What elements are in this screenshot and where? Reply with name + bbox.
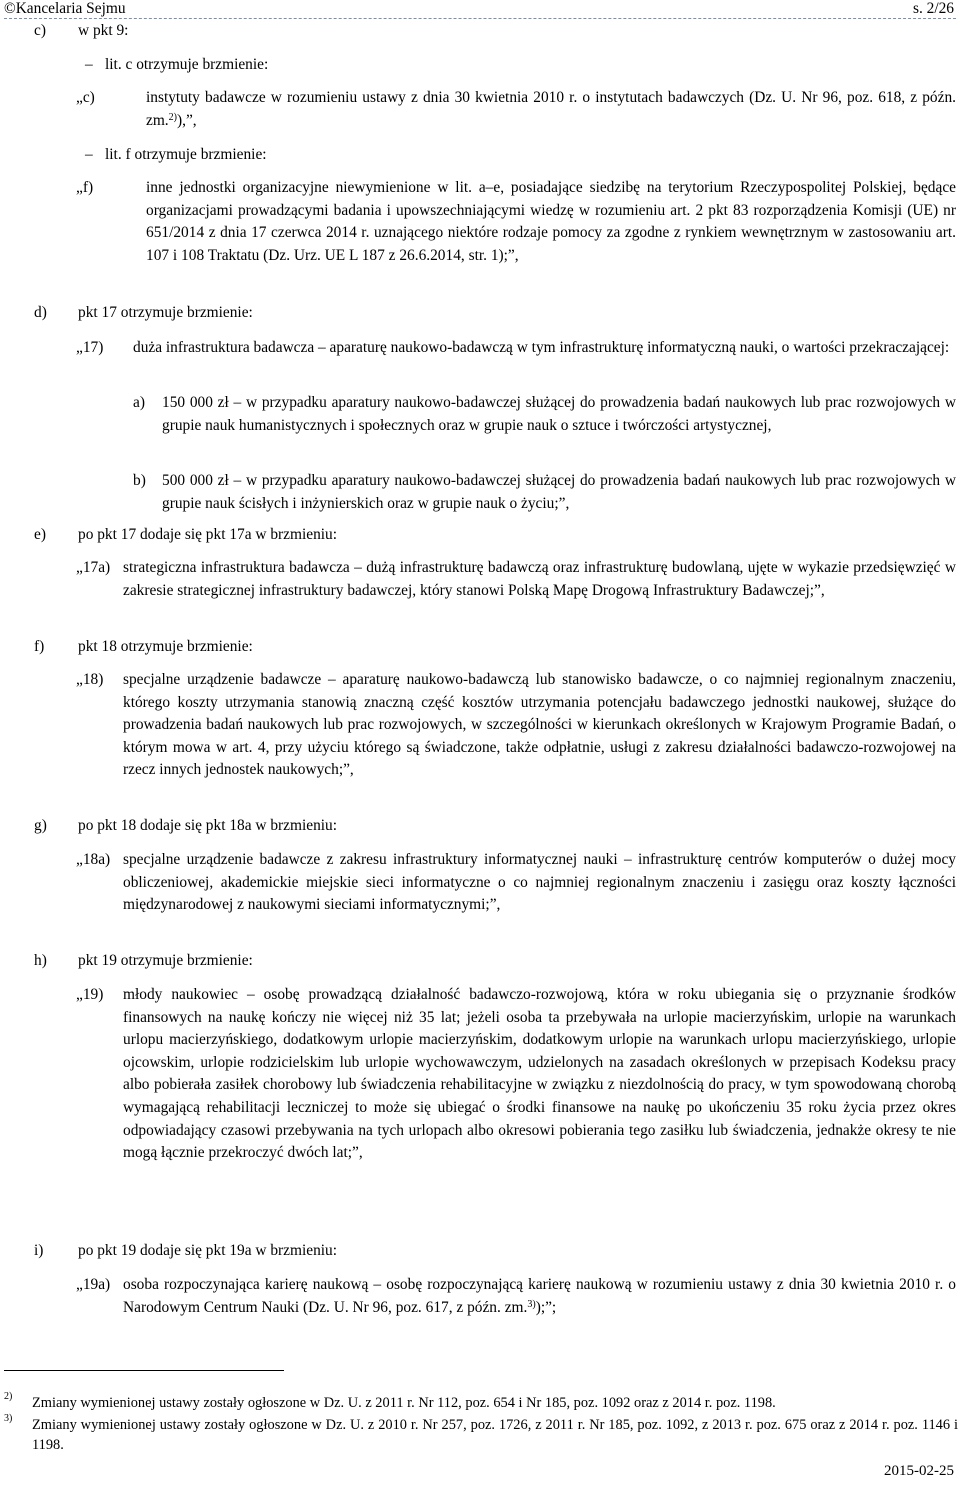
item-label: i)	[34, 1242, 44, 1259]
amendment-text: młody naukowiec – osobę prowadzącą działalność badawczo-rozwojową, która w roku ubiegania się o przyznanie środków finansowych na naukę kończy nie więcej niż 35 lat; jeżeli osoba ta przebywała na urlopie macierzyńskim, urlopie na warunkach urlopu macierzyńskiego, dodatkowym urlopie macierzyńskim, dodatkowym urlopie na warunkach urlopu macierzyńskiego, urlopie ojcowskim, urlopie rodzicielskim lub urlopie wychowawczym, udzielonych na zasadach określonych w przepisach Kodeksu pracy albo pobierała zasiłek chorobowy lub świadczenia rehabilitacyjne w związku z niezdolnością do pracy, w tym spowodowaną chorobą wymagającą rehabilitacji leczniczej to może się ubiegać o środki finansowe na naukę po ukończeniu 35 roku życia przez okres odpowiadający czasowi przebywania na tych urlopach albo okresowi pobierania tego zasiłku lub świadczenia, jednakże okresy te nie mogą łącznie przekroczyć dwóch lat;”,	[123, 986, 956, 1162]
footnote-ref: 2)	[168, 111, 177, 123]
amendment-text: 150 000 zł – w przypadku aparatury naukowo-badawczej służącej do prowadzenia badań naukowych lub prac rozwojowych w grupie nauk humanistycznych i społecznych oraz w grupie nauk o sztuce i twórczości artystycznej,	[162, 394, 956, 434]
amendment-text: specjalne urządzenie badawcze z zakresu infrastruktury informatycznej nauki – infrastrukturę centrów komputerów o dużej mocy obliczeniowej, akademickie miejskie sieci informatyczne o co najmniej regionalnym znaczeniu i zasięgu oraz koszty łączności międzynarodowej z naukowymi sieciami informatycznymi;”,	[123, 851, 956, 914]
amendment-pkt-18	[76, 669, 956, 782]
item-label: e)	[34, 526, 46, 543]
item-label: „19a)	[76, 1276, 111, 1293]
item-label: b)	[133, 472, 146, 489]
footnote-mark: 2)	[4, 1391, 13, 1402]
footnote-ref: 3)	[527, 1298, 536, 1310]
item-text: po pkt 17 dodaje się pkt 17a w brzmieniu:	[78, 526, 338, 543]
dash: –	[85, 146, 93, 163]
item-label: d)	[34, 304, 47, 321]
amendment-pkt-17-a	[133, 392, 956, 437]
item-text: pkt 17 otrzymuje brzmienie:	[78, 304, 253, 321]
item-label: „f)	[76, 179, 94, 196]
amendment-text: specjalne urządzenie badawcze – aparaturę naukowo-badawczą lub stanowisko badawcze, o co najmniej regionalnym znaczeniu, którego koszty utrzymania stanowią znaczną część kosztów utrzymania potencjału badawczego jednostki naukowej, służące do prowadzenia badań naukowych lub prac rozwojowych, w szczególności w kierunkach określonych w Krajowym Programie Badań, o którym mowa w art. 4, przy użyciu którego są świadczone, także odpłatnie, usługi z zakresu działalności badawczo-rozwojowej na rzecz innych jednostek naukowych;”,	[123, 671, 956, 779]
item-text: po pkt 19 dodaje się pkt 19a w brzmieniu:	[78, 1242, 338, 1259]
footnote-text: Zmiany wymienionej ustawy zostały ogłoszone w Dz. U. z 2010 r. Nr 257, poz. 1726, z 2011 r. Nr 185, poz. 1092, z 2013 r. poz. 675 oraz z 2014 r. poz. 1146 i 1198.	[32, 1417, 958, 1453]
item-label: „17a)	[76, 559, 111, 576]
amendment-text: instytuty badawcze w rozumieniu ustawy z dnia 30 kwietnia 2010 r. o instytutach badawczych (Dz. U. Nr 96, poz. 618, z późn. zm.$^{2)}$),”,	[146, 89, 956, 129]
amendment-pkt-19a	[76, 1274, 956, 1319]
amendment-pkt-18a	[76, 849, 956, 917]
document-date: 2015-02-25	[884, 1463, 954, 1479]
footnote-text: Zmiany wymienionej ustawy zostały ogłoszone w Dz. U. z 2011 r. Nr 112, poz. 654 i Nr 185, poz. 1092 oraz z 2014 r. poz. 1198.	[32, 1395, 776, 1411]
amendment-pkt-17-b	[133, 470, 956, 515]
amendment-pkt-19	[76, 984, 956, 1165]
item-label: „c)	[76, 89, 95, 106]
item-text: pkt 19 otrzymuje brzmienie:	[78, 952, 253, 969]
amendment-text: duża infrastruktura badawcza – aparaturę naukowo-badawczą w tym infrastrukturę informatyczną nauki, o wartości przekraczającej:	[133, 339, 950, 356]
page-header	[0, 0, 960, 18]
amendment-lit-c	[76, 87, 956, 132]
item-label: a)	[133, 394, 145, 411]
amendment-text: 500 000 zł – w przypadku aparatury naukowo-badawczej służącej do prowadzenia badań naukowych lub prac rozwojowych w grupie nauk ścisłych i inżynierskich oraz w grupie nauk o życiu;”,	[162, 472, 956, 512]
amendment-text: osoba rozpoczynająca karierę naukową – osobę rozpoczynającą karierę naukową w rozumieniu ustawy z dnia 30 kwietnia 2010 r. o Narodowym Centrum Nauki (Dz. U. Nr 96, poz. 617, z późn. zm.$^{3)}$);”;	[123, 1276, 956, 1316]
item-label: c)	[34, 22, 46, 39]
item-label: „18)	[76, 671, 104, 688]
item-label: g)	[34, 817, 47, 834]
amendment-text: strategiczna infrastruktura badawcza – dużą infrastrukturę badawczą oraz infrastrukturę budowlaną, ujęte w wykazie przedsięwzięć w zakresie strategicznej infrastruktury badawczej, który stanowi Polską Mapę Drogową Infrastruktury Badawczej;”,	[123, 559, 956, 599]
item-text: lit. c otrzymuje brzmienie:	[105, 56, 269, 73]
footnote-mark: 3)	[4, 1413, 13, 1424]
amendment-lit-f	[76, 177, 956, 267]
item-label: „18a)	[76, 851, 111, 868]
amendment-pkt-17a	[76, 557, 956, 602]
header-page-number: s. 2/26	[912, 0, 954, 17]
header-source: ©Kancelaria Sejmu	[4, 0, 126, 17]
footnote-divider	[4, 1370, 284, 1371]
amendment-text: inne jednostki organizacyjne niewymienione w lit. a–e, posiadające siedzibę na terytorium Rzeczypospolitej Polskiej, będące organizacjami prowadzącymi badania i upowszechniającymi wiedzę w rozumieniu art. 2 pkt 83 rozporządzenia Komisji (UE) nr 651/2014 z dnia 17 czerwca 2014 r. uznającego niektóre rodzaje pomocy za zgodne z rynkiem wewnętrznym w zastosowaniu art. 107 i 108 Traktatu (Dz. Urz. UE L 187 z 26.6.2014, str. 1);”,	[146, 179, 956, 264]
item-text: pkt 18 otrzymuje brzmienie:	[78, 638, 253, 655]
header-divider	[4, 18, 956, 19]
dash: –	[85, 56, 93, 73]
item-label: „19)	[76, 986, 104, 1003]
amendment-pkt-17	[76, 337, 956, 360]
item-label: f)	[34, 638, 45, 655]
item-label: „17)	[76, 339, 104, 356]
item-label: h)	[34, 952, 47, 969]
item-text: lit. f otrzymuje brzmienie:	[105, 146, 267, 163]
item-text: po pkt 18 dodaje się pkt 18a w brzmieniu:	[78, 817, 338, 834]
item-text: w pkt 9:	[78, 22, 129, 39]
